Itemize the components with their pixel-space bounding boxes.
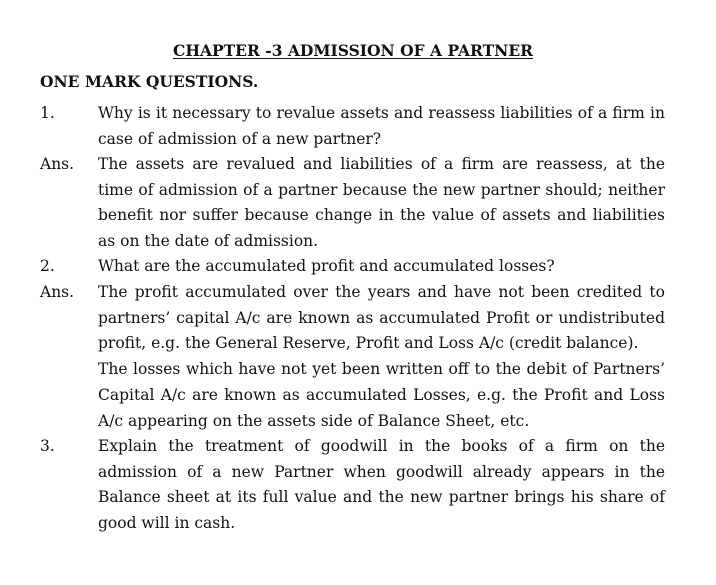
question-text: What are the accumulated profit and accumulated losses? xyxy=(98,257,555,275)
answer-2 xyxy=(40,280,665,434)
answer-text: The assets are revalued and liabilities of a firm are reassess, at the time of admission of a partner because the new partner should; neither benefit nor suffer because change in the value of assets and liabilities as on the date of admission. xyxy=(98,155,665,251)
question-text: Explain the treatment of goodwill in the books of a firm on the admission of a new Partner when goodwill already appears in the Balance sheet at its full value and the new partner brings his share of good will in cash. xyxy=(98,437,665,533)
answer-text: The profit accumulated over the years and have not been credited to partners’ capital A/c are known as accumulated Profit or undistributed profit, e.g. the General Reserve, Profit and Loss A/c (credit balance). xyxy=(98,283,665,353)
question-number: 2. xyxy=(40,257,55,275)
answer-label: Ans. xyxy=(40,283,75,301)
question-3 xyxy=(40,434,665,537)
question-1 xyxy=(40,101,665,152)
answer-1 xyxy=(40,152,665,255)
answer-text-continued: The losses which have not yet been written off to the debit of Partners’ Capital A/c are known as accumulated Losses, e.g. the Profit and Loss A/c appearing on the assets side of Balance Sheet, etc. xyxy=(98,360,665,430)
question-2 xyxy=(40,254,665,280)
chapter-title: CHAPTER -3 ADMISSION OF A PARTNER xyxy=(172,41,534,60)
answer-label: Ans. xyxy=(40,155,75,173)
question-number: 3. xyxy=(40,437,55,455)
section-heading: ONE MARK QUESTIONS. xyxy=(40,72,259,91)
question-text: Why is it necessary to revalue assets and reassess liabilities of a firm in case of admission of a new partner? xyxy=(98,104,665,148)
question-number: 1. xyxy=(40,104,55,122)
